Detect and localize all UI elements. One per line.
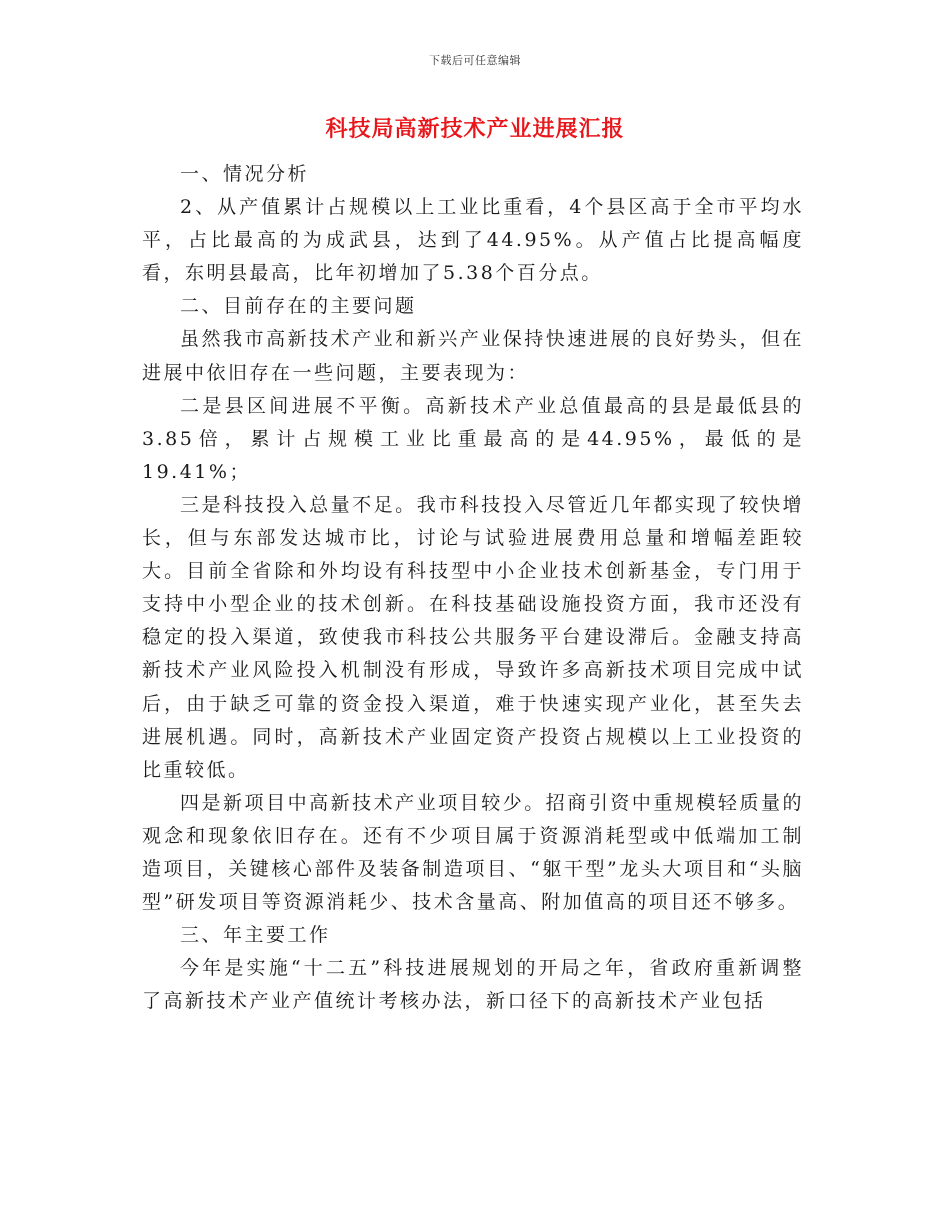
paragraph-investment-shortage: 三是科技投入总量不足。我市科技投入尽管近几年都实现了较快增长，但与东部发达城市比，讨论与试验进展费用总量和增幅差距较大。目前全省除和外均设有科技型中小企业技术创新基金，专门用于支持中小型企业的技术创新。在科技基础设施投资方面，我市还没有稳定的投入渠道，致使我市科技公共服务平台建设滞后。金融支持高新技术产业风险投入机制没有形成，导致许多高新技术项目完成中试后，由于缺乏可靠的资金投入渠道，难于快速实现产业化，甚至失去进展机遇。同时，高新技术产业固定资产投资占规模以上工业投资的比重较低。: [142, 493, 804, 781]
paragraph-output-share: 2、从产值累计占规模以上工业比重看，4个县区高于全市平均水平，占比最高的为成武县，达到了44.95%。从产值占比提高幅度看，东明县最高，比年初增加了5.38个百分点。: [142, 196, 804, 285]
document-body: [142, 158, 804, 1018]
paragraph-problems-intro: 虽然我市高新技术产业和新兴产业保持快速进展的良好势头，但在进展中依旧存在一些问题，主要表现为：: [142, 328, 804, 384]
section-heading-problems: 二、目前存在的主要问题: [180, 295, 417, 318]
section-heading-main-work: 三、年主要工作: [180, 924, 331, 947]
section-heading-situation: 一、情况分析: [180, 163, 310, 185]
paragraph-county-imbalance: 二是县区间进展不平衡。高新技术产业总值最高的县是最低县的3.85倍，累计占规模工业比重最高的是44.95%，最低的是19.41%；: [142, 394, 804, 483]
paragraph-new-projects: 四是新项目中高新技术产业项目较少。招商引资中重规模轻质量的观念和现象依旧存在。还有不少项目属于资源消耗型或中低端加工制造项目，关键核心部件及装备制造项目、“躯干型”龙头大项目和“头脑型”研发项目等资源消耗少、技术含量高、附加值高的项目还不够多。: [142, 791, 804, 914]
paragraph-twelfth-five-year: 今年是实施“十二五”科技进展规划的开局之年，省政府重新调整了高新技术产业产值统计考核办法，新口径下的高新技术产业包括: [142, 957, 804, 1013]
document-title: 科技局高新技术产业进展汇报: [325, 117, 625, 142]
header-note: 下载后可任意编辑: [429, 54, 521, 67]
